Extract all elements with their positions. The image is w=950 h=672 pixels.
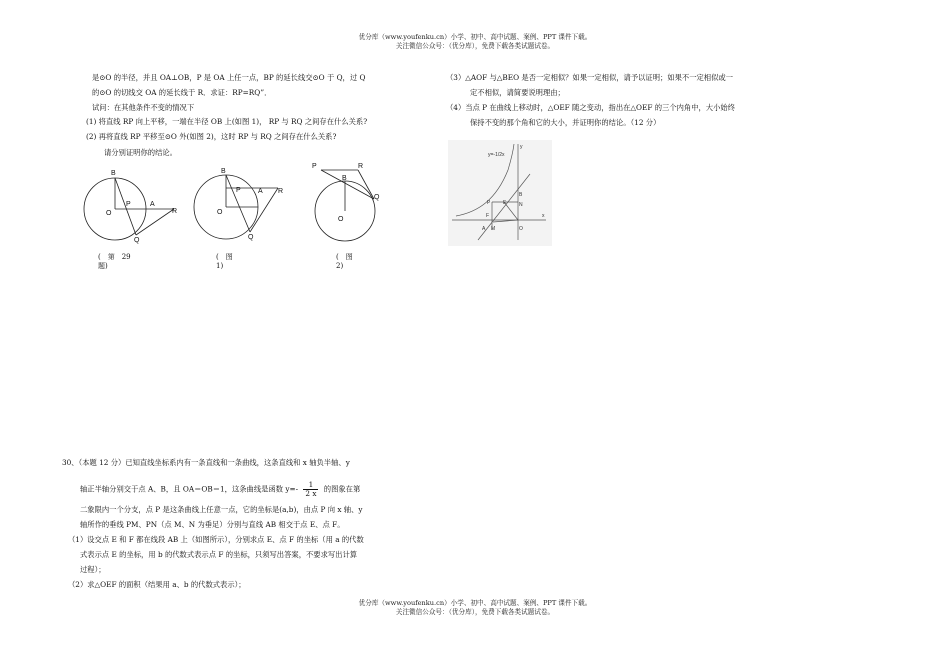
q30-line-4: 轴所作的垂线 PM、PN（点 M、N 为垂足）分别与直线 AB 相交于点 E、点 F。 xyxy=(80,520,345,529)
q30-line-8: （2）求△OEF 的面积（结果用 a、b 的代数式表示）； xyxy=(68,580,246,589)
graph-label-F: F xyxy=(486,213,490,219)
q30-part4-line-2: 保持不变的那个角和它的大小，并证明你的结论。（12 分） xyxy=(470,118,661,127)
q30-line-5: （1）设交点 E 和 F 都在线段 AB 上（如图所示），分别求点 E、点 F 的坐标（用 a 的代数 xyxy=(68,535,364,544)
graph-label-A: A xyxy=(482,226,486,232)
q29-figure-1 xyxy=(194,175,278,239)
graph-label-B: B xyxy=(519,192,523,198)
q29-line-3: 试问：在其他条件不变的情况下 xyxy=(92,103,195,112)
caption-fig2-line-2: 2) xyxy=(336,262,344,270)
q30-graph xyxy=(448,140,552,246)
q30-fraction xyxy=(303,481,318,498)
header-line-2: 关注微信公众号：（优分库），免费下载各类试题试卷。 xyxy=(395,42,555,50)
q29-line-6: 请分别证明你的结论。 xyxy=(104,148,177,157)
q29-figure-main xyxy=(84,178,174,240)
q30-line-2-text-b: 的图象在第 xyxy=(323,484,361,494)
graph-label-x: x xyxy=(542,213,545,219)
footer-line-2: 关注微信公众号：（优分库），免费下载各类试题试卷。 xyxy=(395,608,555,616)
q29-line-1: 是⊙O 的半径，并且 OA⊥OB，P 是 OA 上任一点，BP 的延长线交⊙O 于 Q，过 Q xyxy=(92,73,366,82)
fig-main-label-R: R xyxy=(172,208,178,215)
fig2-label-O: O xyxy=(338,216,344,223)
q29-line-4: (1) 将直线 RP 向上平移，一端在半径 OB 上(如图 1)， RP 与 RQ 之间存在什么关系? xyxy=(86,117,368,126)
fig2-label-P: P xyxy=(312,163,317,170)
q30-fraction-denominator: 2 x xyxy=(305,489,317,498)
caption-fig1-line-1: ( 图 xyxy=(216,253,233,261)
graph-label-N: N xyxy=(519,202,523,208)
caption-fig1 xyxy=(216,253,233,271)
q30-fraction-numerator: 1 xyxy=(303,481,318,490)
caption-fig2 xyxy=(336,253,353,271)
fig-main-label-Q: Q xyxy=(134,237,140,244)
footer-line-1: 优分库（www.youfenku.cn）小学、初中、高中试题、案例、PPT 课件下载。 xyxy=(358,599,592,607)
q30-line-3: 二象限内一个分支，点 P 是这条曲线上任意一点，它的坐标是(a,b)，由点 P 向 x 轴、y xyxy=(80,505,363,514)
graph-label-E: E xyxy=(503,200,507,206)
caption-fig2-line-1: ( 图 xyxy=(336,253,353,261)
q30-line-2 xyxy=(80,481,360,498)
fig2-label-B: B xyxy=(342,175,347,182)
q30-line-6: 式表示点 E 的坐标，用 b 的代数式表示点 F 的坐标，只须写出答案，不要求写出计算 xyxy=(80,550,358,559)
fig1-label-A: A xyxy=(258,188,263,195)
fig-main-label-A: A xyxy=(150,201,155,208)
graph-func-label: y=-1/2x xyxy=(488,152,505,158)
graph-label-O: O xyxy=(519,226,523,232)
fig2-label-Q: Q xyxy=(374,194,380,201)
graph-label-y: y xyxy=(520,144,523,150)
fig1-label-Q: Q xyxy=(248,234,254,241)
q30-line-1: 30、（本题 12 分）已知直线坐标系内有一条直线和一条曲线，这条直线和 x 轴负半轴、y xyxy=(62,458,350,467)
q30-part4-line-1: （4）当点 P 在曲线上移动时，△OEF 随之变动，指出在△OEF 的三个内角中，大小始终 xyxy=(446,103,735,112)
q30-line-2-text-a: 轴正半轴分别交于点 A、B，且 OA＝OB＝1，这条曲线是函数 y=- xyxy=(80,484,299,494)
caption-q29-line-1: ( 第 29 xyxy=(98,253,131,261)
q30-part3-line-2: 定不相似，请简要说明理由； xyxy=(470,88,565,97)
q30-line-7: 过程）； xyxy=(80,565,106,574)
fig1-label-O: O xyxy=(217,209,223,216)
caption-q29-line-2: 题) xyxy=(98,262,108,270)
fig-main-label-B: B xyxy=(111,170,116,177)
q29-figures xyxy=(78,158,398,256)
graph-label-M: M xyxy=(491,226,496,232)
q30-part3-line-1: （3）△AOF 与△BEO 是否一定相似？如果一定相似，请予以证明；如果不一定相似或一 xyxy=(446,73,733,82)
fig-main-label-P: P xyxy=(126,201,131,208)
fig2-label-R: R xyxy=(358,163,364,170)
fig-main-label-O: O xyxy=(106,210,112,217)
graph-label-P: P xyxy=(487,200,491,206)
page-footer xyxy=(275,599,675,617)
page-header xyxy=(275,33,675,51)
caption-q29 xyxy=(98,253,131,271)
header-line-1: 优分库（www.youfenku.cn）小学、初中、高中试题、案例、PPT 课件下载。 xyxy=(358,33,592,41)
fig1-label-R: R xyxy=(278,188,284,195)
caption-fig1-line-2: 1) xyxy=(216,262,224,270)
fig1-label-P: P xyxy=(236,187,241,194)
fig1-label-B: B xyxy=(221,168,226,175)
q29-line-5: (2) 再将直线 RP 平移至⊙O 外(如图 2)，这时 RP 与 RQ 之间存在什么关系? xyxy=(86,132,337,141)
q29-line-2: 的⊙O 的切线交 OA 的延长线于 R．求证：RP=RQ”． xyxy=(92,88,272,97)
